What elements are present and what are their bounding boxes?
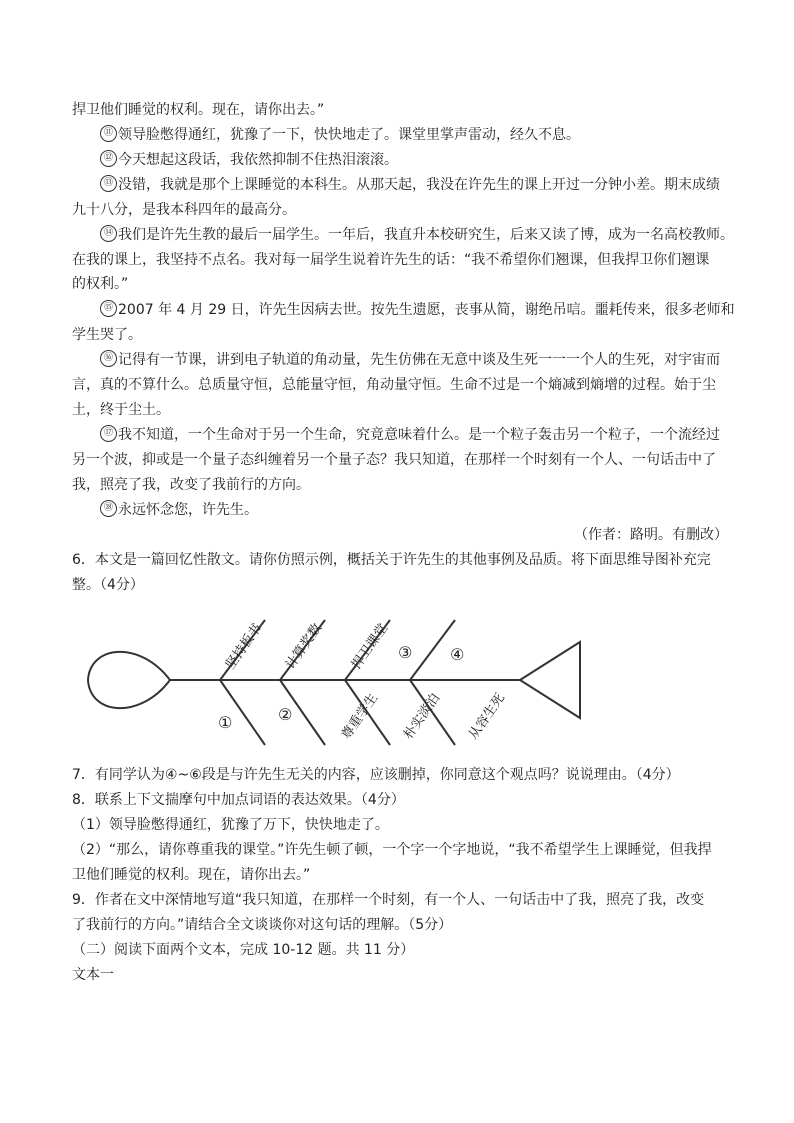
passage-line: 在我的课上，我坚持不点名。我对每一届学生说着许先生的话：“我不希望你们翘课，但我捍卫你们翘课 <box>72 252 710 268</box>
passage-line: 另一个波，抑或是一个量子态纠缠着另一个量子态？我只知道，在那样一个时刻有一个人、一句话击中了 <box>72 452 716 468</box>
paragraph-number: ⑭ <box>100 225 117 242</box>
fishbone-diagram <box>80 600 720 760</box>
section-heading: （二）阅读下面两个文本，完成 10-12 题。共 11 分） <box>72 942 415 958</box>
author-credit: （作者：路明。有删改） <box>574 527 728 543</box>
fish-tail <box>520 642 580 718</box>
passage-line: 我，照亮了我，改变了我前行的方向。 <box>72 477 310 493</box>
passage-line: 学生哭了。 <box>72 327 142 343</box>
upper-label-3: 捍卫课堂 <box>348 621 392 673</box>
upper-blank-3: ③ <box>398 643 413 662</box>
fish-head <box>88 652 170 708</box>
paragraph-16: ⑯ 记得有一节课，讲到电子轨道的角动量，先生仿佛在无意中谈及生死一一一个人的生死，对宇宙而 <box>100 350 720 370</box>
paragraph-number: ⑪ <box>100 125 117 142</box>
passage-line: 九十八分，是我本科四年的最高分。 <box>72 202 296 218</box>
paragraph-number: ⑬ <box>100 175 117 192</box>
passage-line: 言，真的不算什么。总质量守恒，总能量守恒，角动量守恒。生命不过是一个熵减到熵增的过程。始于尘 <box>72 377 716 393</box>
paragraph-13: ⑬ 没错，我就是那个上课睡觉的本科生。从那天起，我没在许先生的课上开过一分钟小差。期末成绩 <box>100 175 720 195</box>
paragraph-15: ⑮ 2007 年 4 月 29 日，许先生因病去世。按先生遗愿，丧事从简，谢绝吊唁。噩耗传来，很多老师和 <box>100 300 735 320</box>
question-6: 6．本文是一篇回忆性散文。请你仿照示例，概括关于许先生的其他事例及品质。将下面思维导图补充完 <box>72 552 711 568</box>
paragraph-11: ⑪ 领导脸憋得通红，犹豫了一下，快快地走了。课堂里掌声雷动，经久不息。 <box>100 125 580 145</box>
lower-label-5: 从容生死 <box>465 691 509 743</box>
lower-label-4: 朴实淡泊 <box>400 691 444 743</box>
question-8-1: （1）领导脸憋得通红，犹豫了万下，快快地走了。 <box>72 817 389 833</box>
question-6-cont: 整。（4分） <box>72 577 144 593</box>
paragraph-number: ⑫ <box>100 150 117 167</box>
paragraph-14: ⑭ 我们是许先生教的最后一届学生。一年后，我直升本校研究生，后来又读了博，成为一名高校教师。 <box>100 225 734 245</box>
upper-blank-4: ④ <box>450 645 465 664</box>
lower-blank-1: ① <box>218 713 233 732</box>
paragraph-number: ⑯ <box>100 350 117 367</box>
lower-blank-2: ② <box>278 705 293 724</box>
paragraph-17: ⑰ 我不知道，一个生命对于另一个生命，究竟意味着什么。是一个粒子轰击另一个粒子，一个流经过 <box>100 425 720 445</box>
text-one-label: 文本一 <box>72 967 114 983</box>
passage-line: 土，终于尘土。 <box>72 402 170 418</box>
paragraph-number: ⑰ <box>100 425 117 442</box>
question-7: 7．有同学认为④~⑥段是与许先生无关的内容，应该删掉，你同意这个观点吗？说说理由。（4分） <box>72 767 680 783</box>
paragraph-18: ⑱ 永远怀念您，许先生。 <box>100 500 258 520</box>
passage-line: 的权利。” <box>72 276 129 292</box>
passage-line: 捍卫他们睡觉的权利。现在，请你出去。” <box>72 102 325 118</box>
question-8: 8．联系上下文揣摩句中加点词语的表达效果。（4分） <box>72 792 405 808</box>
question-9: 9．作者在文中深情地写道“我只知道，在那样一个时刻，有一个人、一句话击中了我，照亮了我，改变 <box>72 892 705 908</box>
upper-label-2: 计算奖数 <box>282 621 326 673</box>
question-8-2: （2）“那么，请你尊重我的课堂。”许先生顿了顿，一个字一个字地说，“我不希望学生上课睡觉，但我捍 <box>72 842 712 858</box>
upper-label-1: 坚持板书 <box>222 621 266 673</box>
question-8-2-cont: 卫他们睡觉的权利。现在，请你出去。” <box>72 867 311 883</box>
paragraph-number: ⑱ <box>100 500 117 517</box>
paragraph-12: ⑫ 今天想起这段话，我依然抑制不住热泪滚滚。 <box>100 150 398 170</box>
question-9-cont: 了我前行的方向。”请结合全文谈谈你对这句话的理解。（5分） <box>72 917 453 933</box>
paragraph-number: ⑮ <box>100 300 117 317</box>
upper-bone <box>410 620 455 680</box>
lower-label-3: 尊重学生 <box>338 691 382 743</box>
